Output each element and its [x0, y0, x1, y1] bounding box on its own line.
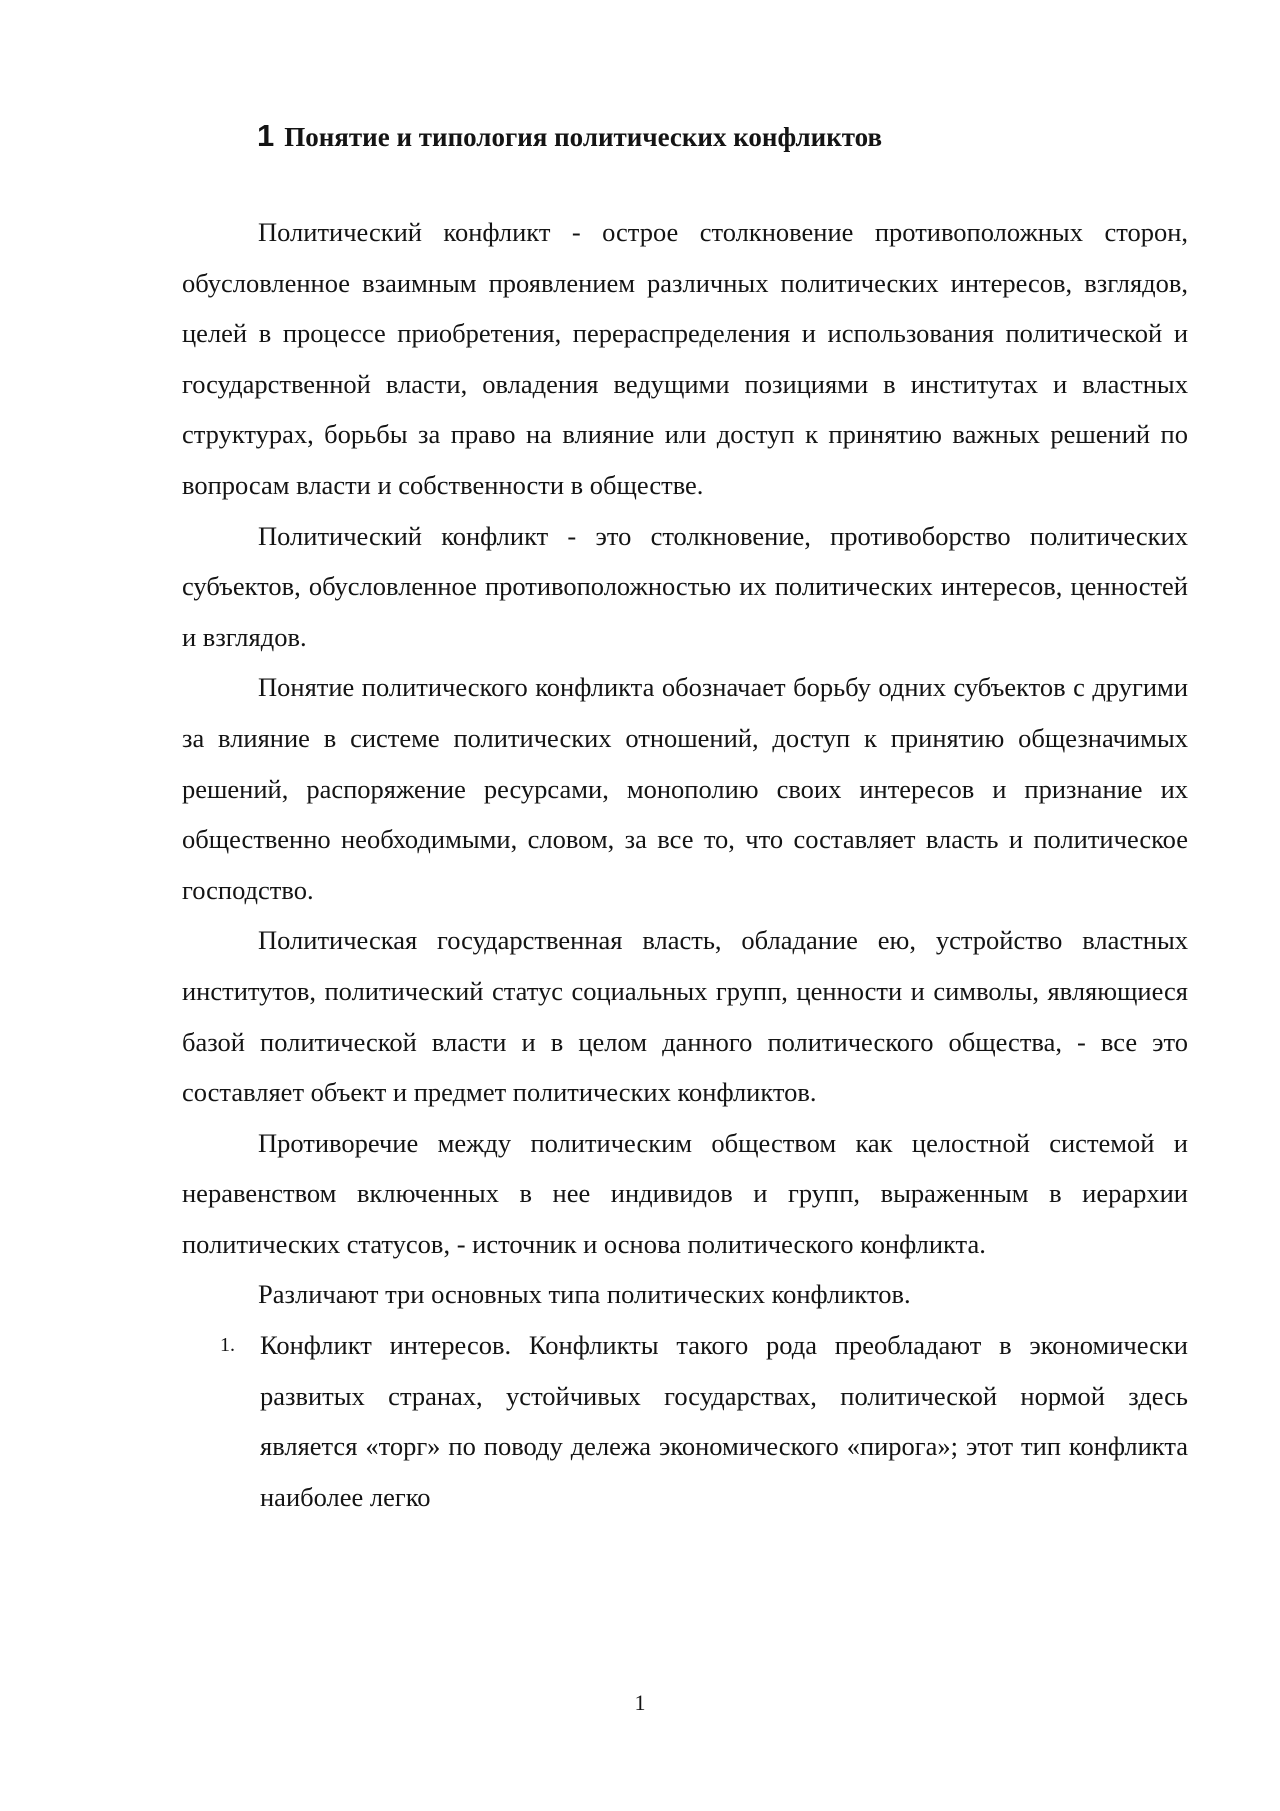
list-item	[182, 1320, 1188, 1522]
section-title: Понятие и типология политических конфликтов	[284, 122, 883, 152]
list-item-text: Конфликт интересов. Конфликты такого рода преобладают в экономически развитых странах, устойчивых государствах, политической нормой здесь является «торг» по поводу дележа экономического «пирога»; этот тип конфликта наиболее легко	[260, 1330, 1188, 1512]
paragraph-5: Противоречие между политическим обществом как целостной системой и неравенством включенных в нее индивидов и групп, выраженным в иерархии политических статусов, - источник и основа политического конфликта.	[182, 1127, 1188, 1259]
paragraph-2: Политический конфликт - это столкновение, противоборство политических субъектов, обусловленное противоположностью их политических интересов, ценностей и взглядов.	[182, 520, 1188, 652]
section-heading	[257, 116, 1157, 157]
paragraph-1: Политический конфликт - острое столкновение противоположных сторон, обусловленное взаимным проявлением различных политических интересов, взглядов, целей в процессе приобретения, перераспределения и использования политической и государственной власти, овладения ведущими позициями в институтах и властных структурах, борьбы за право на влияние или доступ к принятию важных решений по вопросам власти и собственности в обществе.	[182, 217, 1188, 500]
list-item-marker: 1.	[220, 1334, 235, 1357]
section-number: 1	[257, 118, 275, 153]
conflict-types-list	[182, 1320, 1188, 1522]
paragraph-3: Понятие политического конфликта обозначает борьбу одних субъектов с другими за влияние в системе политических отношений, доступ к принятию общезначимых решений, распоряжение ресурсами, монополию своих интересов и признание их общественно необходимыми, словом, за все то, что составляет власть и политическое господство.	[182, 672, 1188, 905]
paragraph-4: Политическая государственная власть, обладание ею, устройство властных институтов, политический статус социальных групп, ценности и символы, являющиеся базой политической власти и в целом данного политического общества, - все это составляет объект и предмет политических конфликтов.	[182, 925, 1188, 1108]
document-body	[182, 207, 1188, 1522]
page-number: 1	[634, 1690, 646, 1715]
paragraph-6: Различают три основных типа политических конфликтов.	[258, 1279, 911, 1310]
